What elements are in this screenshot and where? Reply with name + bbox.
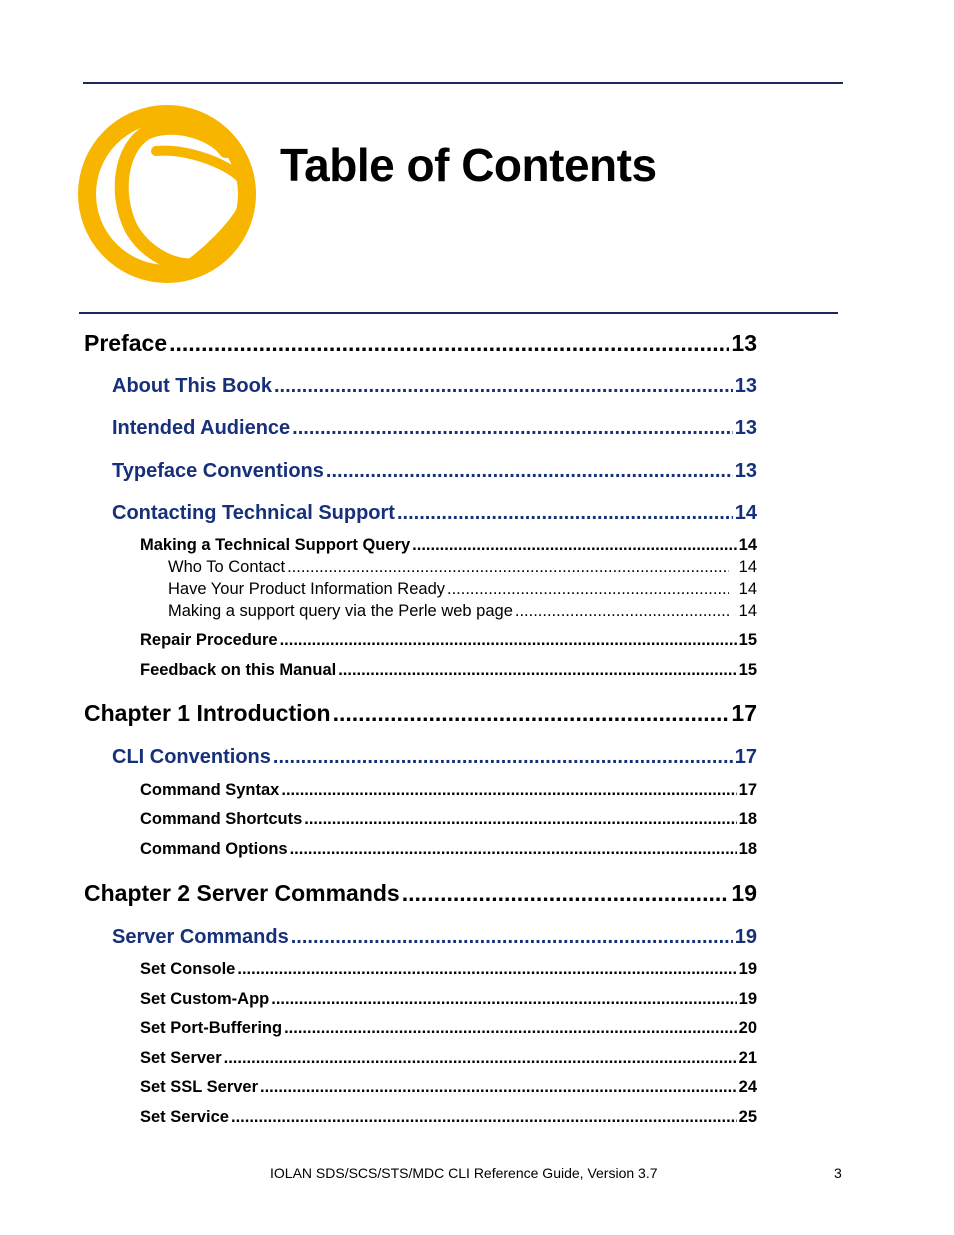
toc-entry-level2[interactable] [112,375,757,398]
toc-entry-page: 14 [738,602,757,620]
toc-entry-level3[interactable] [140,1019,757,1038]
toc-entry-level2[interactable] [112,926,757,949]
toc-dot-leader [402,880,730,907]
toc-entry-page: 13 [731,330,757,356]
toc-entry-level3[interactable] [140,1108,757,1127]
toc-entry-page: 13 [734,460,757,482]
toc-entry-page: 15 [738,631,757,649]
toc-entry-title: Set Console [140,960,236,978]
toc-entry-page: 17 [734,746,757,768]
toc-entry-level3[interactable] [140,990,757,1009]
toc-entry-page: 13 [734,417,757,439]
toc-entry-title: Set Server [140,1049,222,1067]
toc-dot-leader [280,631,737,650]
toc-entry-level1[interactable] [84,700,757,727]
toc-entry-page: 14 [738,580,757,598]
toc-entry-title: Making a Technical Support Query [140,536,411,554]
toc-dot-leader [326,460,733,483]
toc-entry-title: Command Syntax [140,781,280,799]
toc-entry-title: Intended Audience [112,417,291,439]
toc-entry-level4[interactable] [168,558,757,577]
toc-dot-leader [281,781,736,800]
toc-entry-page: 14 [734,502,757,524]
toc-dot-leader [338,661,736,680]
toc-dot-leader [231,1108,737,1127]
toc-entry-page: 19 [731,880,757,906]
toc-entry-level1[interactable] [84,880,757,907]
toc-dot-leader [515,602,729,621]
page-title: Table of Contents [280,139,657,191]
toc-dot-leader [224,1049,737,1068]
perle-logo-icon [76,103,258,285]
toc-entry-level3[interactable] [140,661,757,680]
toc-entry-title: Server Commands [112,926,289,948]
toc-entry-title: Preface [84,330,168,356]
toc-entry-page: 17 [738,781,757,799]
toc-entry-level3[interactable] [140,781,757,800]
toc-entry-title: Contacting Technical Support [112,502,395,524]
toc-dot-leader [274,375,733,398]
toc-entry-page: 15 [738,661,757,679]
toc-dot-leader [291,926,733,949]
toc-entry-level3[interactable] [140,1049,757,1068]
toc-dot-leader [304,810,736,829]
footer-text: IOLAN SDS/SCS/STS/MDC CLI Reference Guide, Version 3.7 [270,1165,658,1181]
toc-entry-level1[interactable] [84,330,757,357]
toc-entry-level3[interactable] [140,536,757,555]
toc-entry-level4[interactable] [168,580,757,599]
toc-entry-page: 17 [731,700,757,726]
toc-dot-leader [290,840,737,859]
toc-entry-level2[interactable] [112,417,757,440]
toc-entry-page: 18 [738,810,757,828]
toc-entry-level3[interactable] [140,1078,757,1097]
toc-entry-page: 13 [734,375,757,397]
footer-page-number: 3 [834,1165,842,1181]
toc-entry-title: Have Your Product Information Ready [168,580,445,598]
toc-entry-page: 25 [738,1108,757,1126]
toc-entry-title: Command Options [140,840,288,858]
toc-entry-title: Set Custom-App [140,990,270,1008]
toc-dot-leader [333,700,730,727]
toc-entry-level3[interactable] [140,631,757,650]
toc-entry-title: Chapter 1 Introduction [84,700,331,726]
toc-entry-page: 21 [738,1049,757,1067]
toc-dot-leader [412,536,736,555]
toc-dot-leader [169,330,729,357]
toc-entry-level2[interactable] [112,746,757,769]
toc-entry-level3[interactable] [140,810,757,829]
toc-dot-leader [273,746,733,769]
toc-entry-title: Who To Contact [168,558,286,576]
toc-dot-leader [292,417,733,440]
toc-entry-title: Repair Procedure [140,631,278,649]
toc-entry-level4[interactable] [168,602,757,621]
toc-entry-page: 18 [738,840,757,858]
toc-entry-page: 19 [738,960,757,978]
toc-dot-leader [284,1019,737,1038]
toc-dot-leader [260,1078,737,1097]
toc-entry-title: Feedback on this Manual [140,661,337,679]
toc-entry-level2[interactable] [112,460,757,483]
toc-entry-level2[interactable] [112,502,757,525]
toc-entry-page: 14 [738,536,757,554]
toc-entry-page: 19 [738,990,757,1008]
toc-entry-title: Chapter 2 Server Commands [84,880,400,906]
toc-entry-title: Typeface Conventions [112,460,324,482]
toc-entry-page: 24 [738,1078,757,1096]
header-rule-top [83,82,843,84]
toc-entry-page: 20 [738,1019,757,1037]
toc-entry-page: 19 [734,926,757,948]
toc-entry-title: Command Shortcuts [140,810,303,828]
toc-entry-title: CLI Conventions [112,746,271,768]
toc-dot-leader [397,502,733,525]
toc-dot-leader [287,558,729,577]
toc-entry-level3[interactable] [140,960,757,979]
toc-entry-title: Making a support query via the Perle web page [168,602,513,620]
toc-entry-level3[interactable] [140,840,757,859]
toc-entry-title: Set Port-Buffering [140,1019,283,1037]
toc-entry-title: Set SSL Server [140,1078,259,1096]
toc-dot-leader [447,580,729,599]
toc-entry-title: About This Book [112,375,272,397]
toc-entry-title: Set Service [140,1108,229,1126]
toc-dot-leader [237,960,736,979]
toc-dot-leader [271,990,736,1009]
header-rule-bottom [79,312,838,314]
toc-entry-page: 14 [738,558,757,576]
